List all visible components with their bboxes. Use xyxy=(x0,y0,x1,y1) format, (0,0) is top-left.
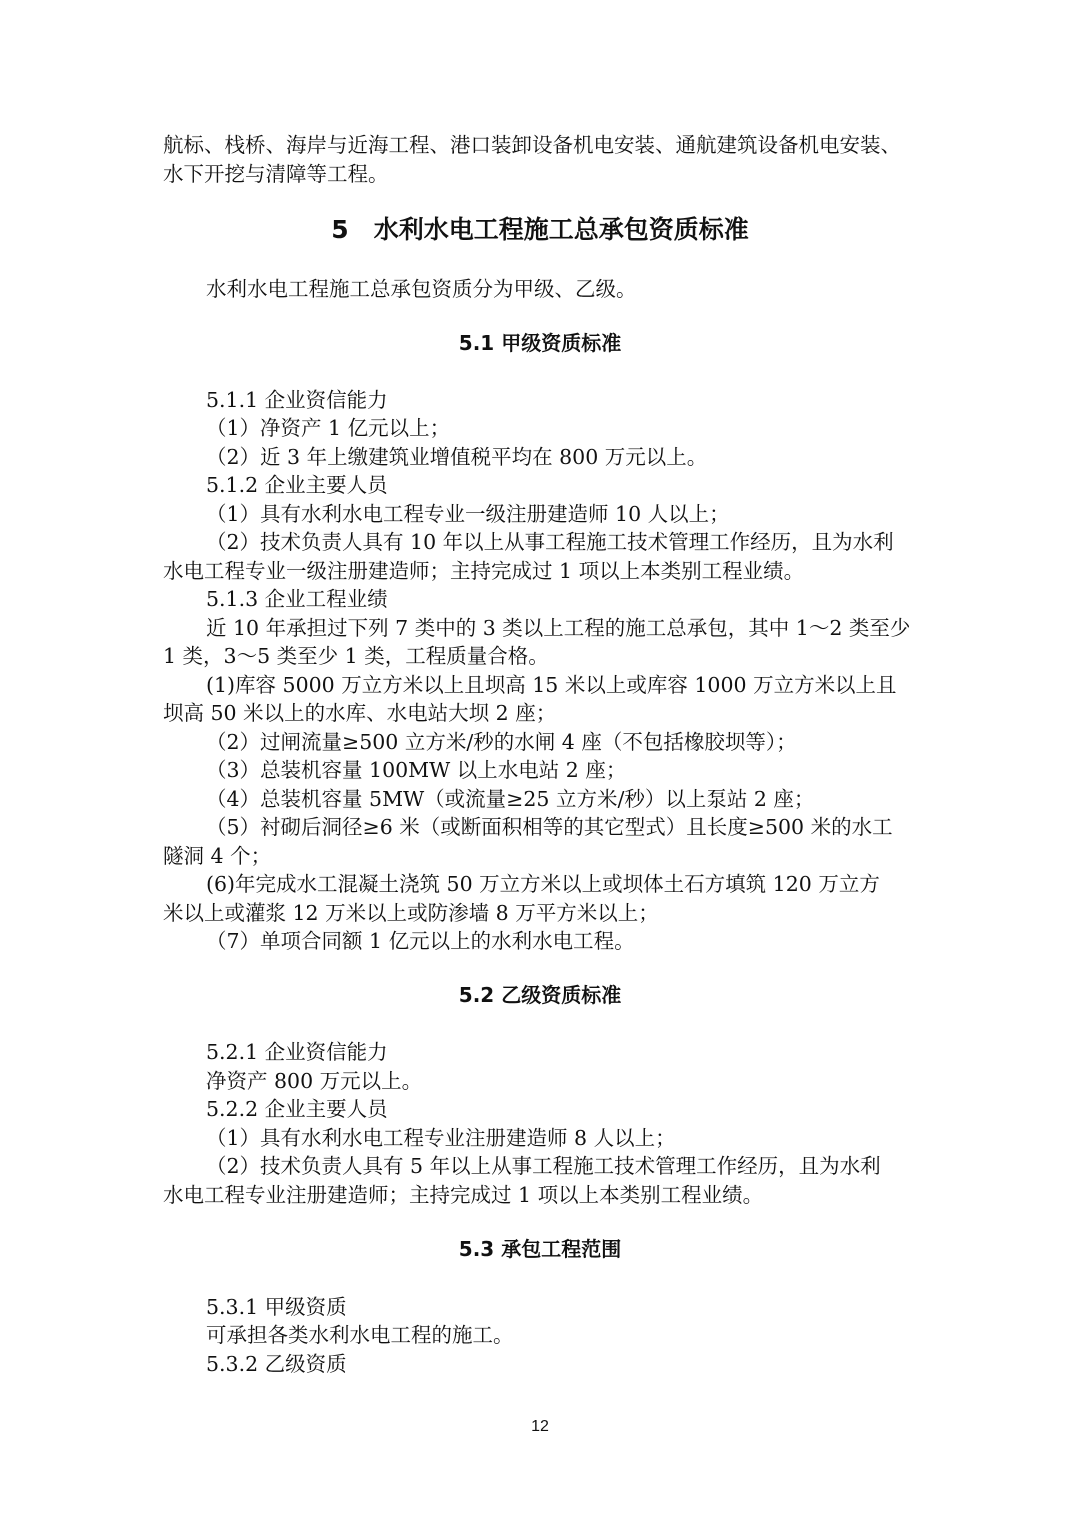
clause-5-1-1-item-1: （1）净资产 1 亿元以上； xyxy=(206,416,451,440)
intro-line-2: 水下开挖与清障等工程。 xyxy=(163,162,389,186)
clause-5-3-2: 5.3.2 乙级资质 xyxy=(206,1352,347,1376)
subsection-title-5-2: 5.2 乙级资质标准 xyxy=(458,983,622,1007)
section-title: 5 水利水电工程施工总承包资质标准 xyxy=(331,215,749,244)
clause-5-1-3-item-5-line-2: 隧洞 4 个； xyxy=(163,844,272,868)
clause-5-1-3-item-1-line-1: (1)库容 5000 万立方米以上且坝高 15 米以上或库容 1000 万立方米以上且 xyxy=(206,673,897,697)
clause-5-2-1-item: 净资产 800 万元以上。 xyxy=(206,1069,423,1093)
clause-5-1-2-item-2-line-1: （2）技术负责人具有 10 年以上从事工程施工技术管理工作经历，且为水利 xyxy=(206,530,894,554)
clause-5-3-1: 5.3.1 甲级资质 xyxy=(206,1295,347,1319)
clause-5-3-1-item: 可承担各类水利水电工程的施工。 xyxy=(206,1323,514,1347)
section-intro: 水利水电工程施工总承包资质分为甲级、乙级。 xyxy=(206,277,637,301)
clause-5-1-3-intro-line-2: 1 类，3～5 类至少 1 类，工程质量合格。 xyxy=(163,644,549,668)
clause-5-2-2: 5.2.2 企业主要人员 xyxy=(206,1097,388,1121)
clause-5-2-1: 5.2.1 企业资信能力 xyxy=(206,1040,388,1064)
subsection-title-5-3: 5.3 承包工程范围 xyxy=(458,1237,622,1261)
clause-5-1-1-item-2: （2）近 3 年上缴建筑业增值税平均在 800 万元以上。 xyxy=(206,445,708,469)
page-number: 12 xyxy=(531,1418,549,1435)
subsection-title-5-1: 5.1 甲级资质标准 xyxy=(458,331,622,355)
clause-5-1-3-item-5-line-1: （5）衬砌后洞径≥6 米（或断面积相等的其它型式）且长度≥500 米的水工 xyxy=(206,815,893,839)
clause-5-1-3: 5.1.3 企业工程业绩 xyxy=(206,587,388,611)
clause-5-1-3-item-2: （2）过闸流量≥500 立方米/秒的水闸 4 座（不包括橡胶坝等）； xyxy=(206,730,797,754)
clause-5-2-2-item-2-line-2: 水电工程专业注册建造师；主持完成过 1 项以上本类别工程业绩。 xyxy=(163,1183,764,1207)
clause-5-1-2-item-2-line-2: 水电工程专业一级注册建造师；主持完成过 1 项以上本类别工程业绩。 xyxy=(163,559,805,583)
intro-line-1: 航标、栈桥、海岸与近海工程、港口装卸设备机电安装、通航建筑设备机电安装、 xyxy=(163,133,901,157)
clause-5-1-1: 5.1.1 企业资信能力 xyxy=(206,388,388,412)
clause-5-2-2-item-2-line-1: （2）技术负责人具有 5 年以上从事工程施工技术管理工作经历，且为水利 xyxy=(206,1154,881,1178)
clause-5-1-2-item-1: （1）具有水利水电工程专业一级注册建造师 10 人以上； xyxy=(206,502,730,526)
clause-5-1-3-item-6-line-2: 米以上或灌浆 12 万米以上或防渗墙 8 万平方米以上； xyxy=(163,901,659,925)
clause-5-1-3-item-7: （7）单项合同额 1 亿元以上的水利水电工程。 xyxy=(206,929,635,953)
clause-5-1-3-item-1-line-2: 坝高 50 米以上的水库、水电站大坝 2 座； xyxy=(163,701,557,725)
clause-5-1-3-item-3: （3）总装机容量 100MW 以上水电站 2 座； xyxy=(206,758,627,782)
clause-5-2-2-item-1: （1）具有水利水电工程专业注册建造师 8 人以上； xyxy=(206,1126,676,1150)
clause-5-1-3-intro-line-1: 近 10 年承担过下列 7 类中的 3 类以上工程的施工总承包，其中 1～2 类至少 xyxy=(206,616,911,640)
clause-5-1-3-item-6-line-1: (6)年完成水工混凝土浇筑 50 万立方米以上或坝体土石方填筑 120 万立方 xyxy=(206,872,880,896)
clause-5-1-2: 5.1.2 企业主要人员 xyxy=(206,473,388,497)
clause-5-1-3-item-4: （4）总装机容量 5MW（或流量≥25 立方米/秒）以上泵站 2 座； xyxy=(206,787,815,811)
